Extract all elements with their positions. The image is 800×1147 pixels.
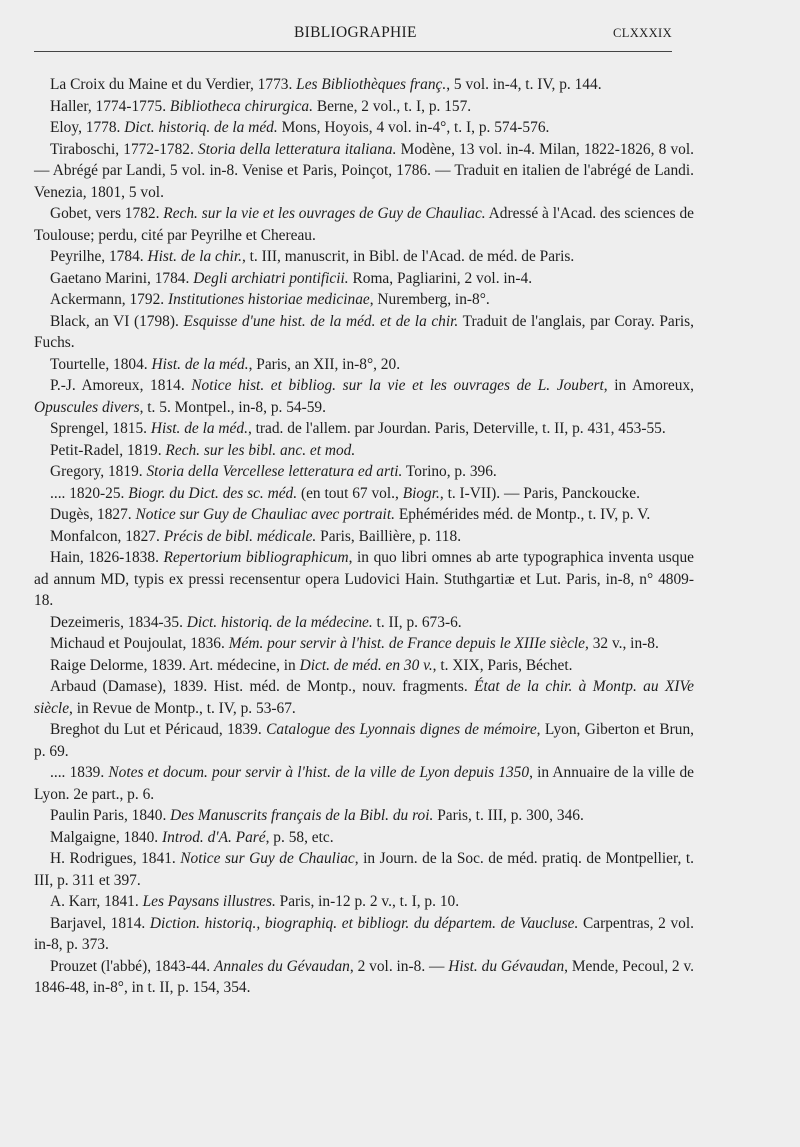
running-header <box>34 24 672 50</box>
entry-text: Tourtelle, 1804. <box>50 355 152 373</box>
bibliography-entry <box>34 526 694 548</box>
entry-title-italic: Degli archiatri pontificii. <box>193 269 349 287</box>
entry-title-italic: Hist. de la méd. <box>151 355 249 373</box>
bibliography-entry <box>34 96 694 118</box>
entry-text: Tiraboschi, 1772-1782. <box>50 140 198 158</box>
bibliography-entry <box>34 719 694 762</box>
entry-text: Barjavel, 1814. <box>50 914 150 932</box>
bibliography-entry <box>34 633 694 655</box>
entry-text: Haller, 1774-1775. <box>50 97 170 115</box>
entry-text: , in Annuaire de la ville de Lyon. 2e part., p. 6. <box>34 764 694 803</box>
entry-text: Traduit de l'anglais, par Coray. Paris, Fuchs. <box>34 312 694 351</box>
entry-text: Dezeimeris, 1834-35. <box>50 613 187 631</box>
entry-title-italic: Notice sur Guy de Chauliac avec portrait. <box>135 506 395 523</box>
bibliography-entry <box>34 827 694 849</box>
header-rule <box>34 51 672 52</box>
bibliography-entry <box>34 74 694 96</box>
bibliography-entry <box>34 311 694 354</box>
entry-title-italic: Opuscules divers <box>34 398 140 416</box>
bibliography-entry <box>34 203 694 246</box>
entry-text: Prouzet (l'abbé), 1843-44. <box>50 957 214 975</box>
entry-title-italic: Notes et docum. pour servir à l'hist. de la ville de Lyon depuis 1350 <box>108 764 530 781</box>
bibliography-entry <box>34 848 694 891</box>
entry-text: Roma, Pagliarini, 2 vol. in-4. <box>348 269 533 287</box>
entry-text: , in Journ. de la Soc. de méd. pratiq. de Montpellier, t. III, p. 311 et 397. <box>34 850 694 889</box>
entry-text: Raige Delorme, 1839. Art. médecine, in <box>50 656 300 674</box>
bibliography-entry <box>34 612 694 634</box>
entry-text: , trad. de l'allem. par Jourdan. Paris, Deterville, t. II, p. 431, 453-55. <box>247 420 666 437</box>
entry-text: H. Rodrigues, 1841. <box>50 850 181 867</box>
entry-text: Eloy, 1778. <box>50 119 125 136</box>
bibliography-entry <box>34 547 694 612</box>
entry-text: , t. 5. Montpel., in-8, p. 54-59. <box>139 398 326 416</box>
entry-title-italic: Hist. de la méd. <box>150 420 248 437</box>
entry-text: Malgaigne, 1840. <box>50 828 162 846</box>
entry-title-italic: Hist. de la chir. <box>147 248 242 265</box>
page-number: CLXXXIX <box>612 26 672 40</box>
entry-text: , Mende, Pecoul, 2 v. 1846-48, in-8°, in t. II, p. 154, 354. <box>34 957 694 996</box>
bibliography-entry <box>34 461 694 483</box>
bibliography-entry <box>34 375 694 418</box>
entry-text: , t. III, manuscrit, in Bibl. de l'Acad. de méd. de Paris. <box>241 248 575 265</box>
bibliography-entry <box>34 891 694 913</box>
entry-title-italic: Institutiones historiae medicinae <box>167 291 370 308</box>
entry-text: , 32 v., in-8. <box>585 635 659 652</box>
entry-text: P.-J. Amoreux, 1814. <box>50 377 192 394</box>
entry-text: , in quo libri omnes ab arte typographica inventa usque ad annum MD, typis ex pressi recensentur opera Ludovici Hain. Stuthgartiæ et Lut. Paris, in-8, n° 4809-18. <box>34 549 694 609</box>
entry-title-italic: Biogr. du Dict. des sc. méd. <box>128 484 298 502</box>
entry-text: Dugès, 1827. <box>50 506 136 523</box>
entry-text: Paris, Baillière, p. 118. <box>316 527 462 545</box>
entry-title-italic: Précis de bibl. médicale. <box>163 527 317 545</box>
entry-text: Paris, in-12 p. 2 v., t. I, p. 10. <box>275 893 460 910</box>
entry-title-italic: État de la chir. à Montp. au XIVe siècle <box>34 678 695 717</box>
bibliography-entry <box>34 913 694 956</box>
bibliography-entry <box>34 440 694 462</box>
entry-text: , Paris, an XII, in-8°, 20. <box>248 355 401 373</box>
bibliography-entry <box>34 354 694 376</box>
entry-title-italic: Storia della letteratura italiana. <box>198 140 397 158</box>
bibliography-entry <box>34 289 694 311</box>
entry-text: Berne, 2 vol., t. I, p. 157. <box>312 97 472 115</box>
entry-title-italic: Bibliotheca chirurgica. <box>169 97 313 115</box>
entry-text: , 2 vol. in-8. — <box>349 957 449 975</box>
entry-title-italic: Dict. historiq. de la méd. <box>124 119 278 136</box>
entry-title-italic: Les Paysans illustres. <box>142 893 276 910</box>
entry-title-italic: Biogr. <box>402 484 440 502</box>
bibliography-entry <box>34 246 694 268</box>
bibliography-entry <box>34 956 694 999</box>
entry-text: Gaetano Marini, 1784. <box>50 269 194 287</box>
entry-text: Gregory, 1819. <box>50 463 147 480</box>
bibliography-entry <box>34 655 694 677</box>
entry-text: , in Revue de Montp., t. IV, p. 53-67. <box>69 699 296 717</box>
entry-title-italic: Dict. historiq. de la médecine. <box>186 613 373 631</box>
entry-title-italic: Esquisse d'une hist. de la méd. et de la chir. <box>183 312 459 330</box>
entry-text: A. Karr, 1841. <box>50 893 143 910</box>
entry-title-italic: Notice hist. et bibliog. sur la vie et les ouvrages de L. Joubert <box>191 377 604 394</box>
entry-text: Monfalcon, 1827. <box>50 527 164 545</box>
entry-text: Black, an VI (1798). <box>50 312 184 330</box>
entry-text: Carpentras, 2 vol. in-8, p. 373. <box>34 914 694 953</box>
entry-title-italic: Mém. pour servir à l'hist. de France depuis le XIIIe siècle <box>228 635 586 652</box>
entry-text: .... 1820-25. <box>50 484 129 502</box>
entry-text: Ackermann, 1792. <box>50 291 168 308</box>
entry-text: Hain, 1826-1838. <box>50 549 164 566</box>
bibliography-entry <box>34 117 694 139</box>
entry-text: Mons, Hoyois, 4 vol. in-4°, t. I, p. 574-576. <box>277 119 550 136</box>
entry-text: Torino, p. 396. <box>402 463 497 480</box>
entry-text: Adressé à l'Acad. des sciences de Toulouse; perdu, cité par Peyrilhe et Chereau. <box>34 205 694 244</box>
bibliography-entry <box>34 268 694 290</box>
bibliography-entry <box>34 805 694 827</box>
entry-text: Modène, 13 vol. in-4. Milan, 1822-1826, 8 vol. — Abrégé par Landi, 5 vol. in-8. Venise et Paris, Poinçot, 1786. — Traduit en italien de l'abrégé de Landi. Venezia, 1801, 5 vol. <box>34 140 694 201</box>
entry-text: Arbaud (Damase), 1839. Hist. méd. de Montp., nouv. fragments. <box>50 678 475 695</box>
entry-text: , t. XIX, Paris, Béchet. <box>432 656 573 674</box>
entry-text: Michaud et Poujoulat, 1836. <box>50 635 229 652</box>
entry-title-italic: Catalogue des Lyonnais dignes de mémoire <box>266 721 537 738</box>
entry-text: , p. 58, etc. <box>265 828 334 846</box>
entry-text: , Lyon, Giberton et Brun, p. 69. <box>34 721 694 760</box>
entry-text: Gobet, vers 1782. <box>50 205 164 222</box>
entry-title-italic: Notice sur Guy de Chauliac <box>180 850 355 867</box>
entry-title-italic: Rech. sur la vie et les ouvrages de Guy de Chauliac. <box>163 205 486 222</box>
bibliography-entry <box>34 762 694 805</box>
entry-text: , 5 vol. in-4, t. IV, p. 144. <box>446 76 602 93</box>
bibliography-list <box>34 74 694 999</box>
entry-title-italic: Diction. historiq., biographiq. et bibliogr. du départem. de Vaucluse. <box>149 914 579 932</box>
entry-title-italic: Hist. du Gévaudan <box>448 957 565 975</box>
entry-text: t. II, p. 673-6. <box>372 613 462 631</box>
entry-title-italic: Les Bibliothèques franç. <box>296 76 447 93</box>
entry-text: La Croix du Maine et du Verdier, 1773. <box>50 76 297 93</box>
bibliography-entry <box>34 418 694 440</box>
bibliography-entry <box>34 504 694 526</box>
entry-title-italic: Repertorium bibliographicum <box>163 549 349 566</box>
entry-text: , t. I-VII). — Paris, Panckoucke. <box>439 484 640 502</box>
entry-text: Sprengel, 1815. <box>50 420 151 437</box>
header-title: BIBLIOGRAPHIE <box>294 24 417 41</box>
entry-text: Peyrilhe, 1784. <box>50 248 148 265</box>
entry-title-italic: Rech. sur les bibl. anc. et mod. <box>165 441 356 459</box>
entry-text: , Nuremberg, in-8°. <box>369 291 490 308</box>
bibliography-entry <box>34 483 694 505</box>
entry-title-italic: Storia della Vercellese letteratura ed arti. <box>146 463 403 480</box>
entry-text: Paulin Paris, 1840. <box>50 807 171 824</box>
entry-text: .... 1839. <box>50 764 109 781</box>
entry-text: Paris, t. III, p. 300, 346. <box>433 807 584 824</box>
entry-text: (en tout 67 vol., <box>297 484 403 502</box>
bibliography-entry <box>34 676 694 719</box>
entry-title-italic: Des Manuscrits français de la Bibl. du roi. <box>170 807 434 824</box>
entry-text: , in Amoreux, <box>603 377 694 394</box>
entry-text: Petit-Radel, 1819. <box>50 441 166 459</box>
entry-title-italic: Dict. de méd. en 30 v. <box>299 656 433 674</box>
entry-title-italic: Annales du Gévaudan <box>213 957 350 975</box>
bibliography-entry <box>34 139 694 204</box>
entry-text: Breghot du Lut et Péricaud, 1839. <box>50 721 267 738</box>
entry-text: Ephémérides méd. de Montp., t. IV, p. V. <box>394 506 651 523</box>
entry-title-italic: Introd. d'A. Paré <box>162 828 266 846</box>
